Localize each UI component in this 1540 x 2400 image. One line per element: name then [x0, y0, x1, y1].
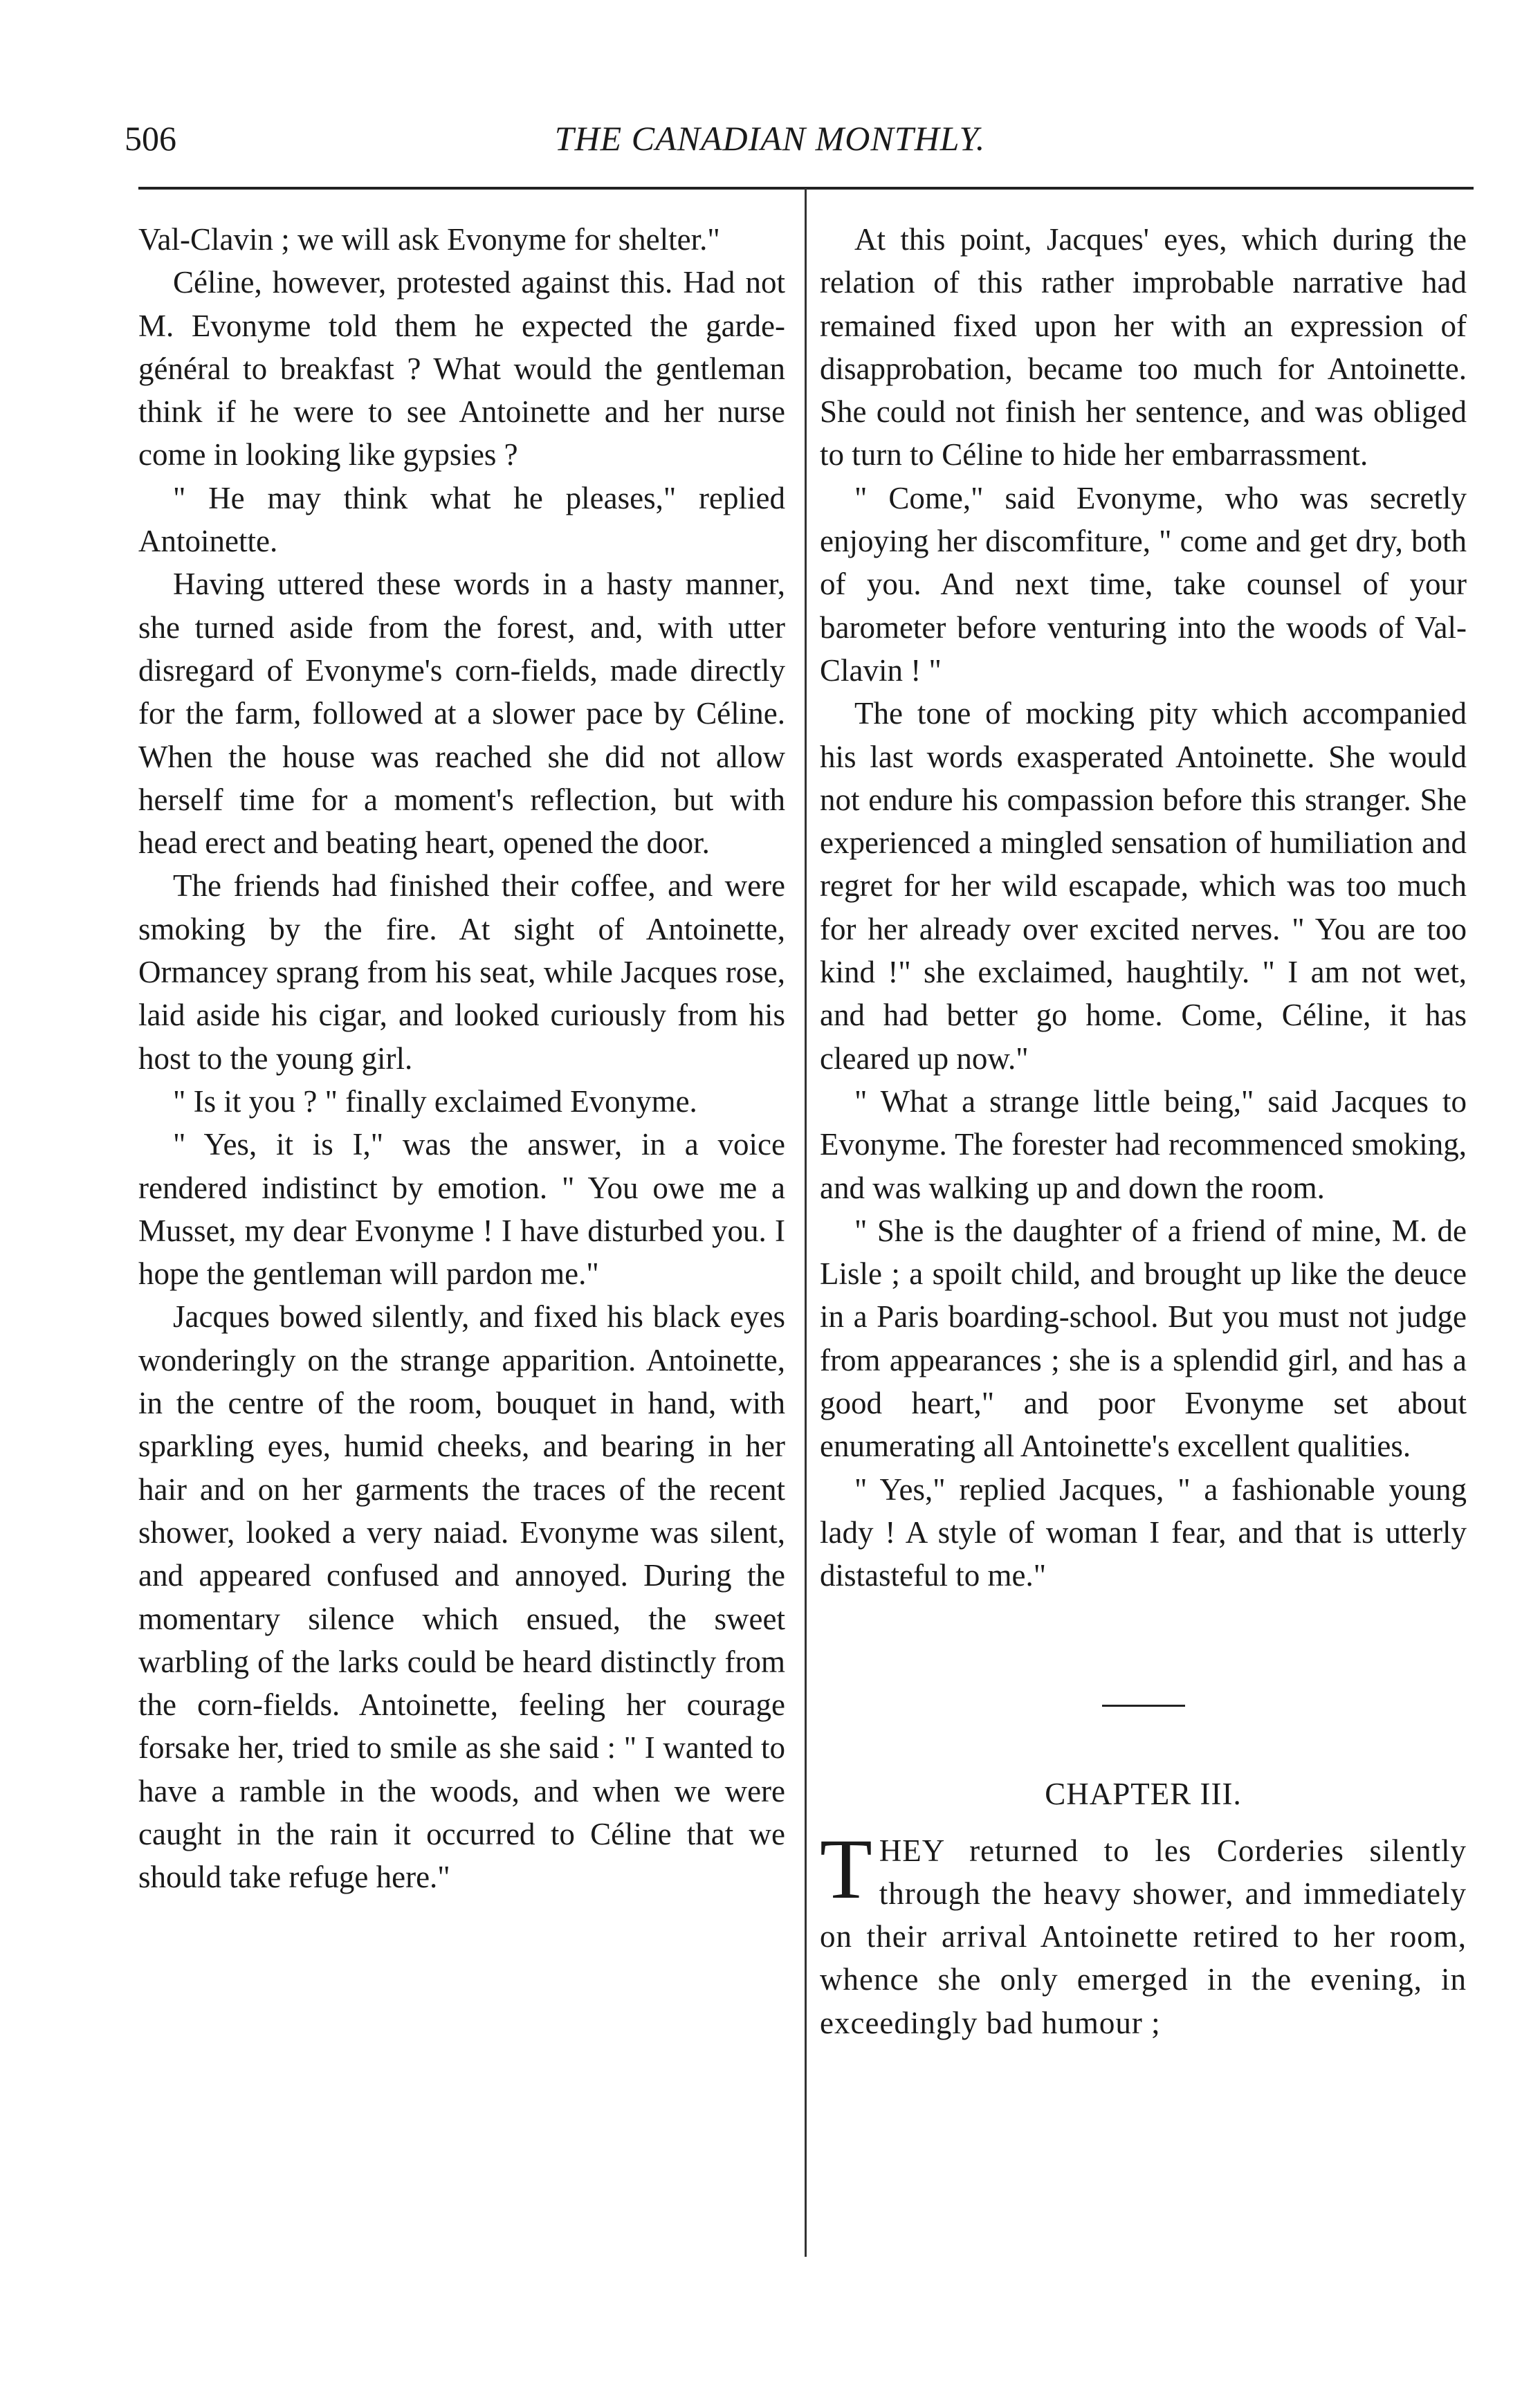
paragraph: " Come," said Evonyme, who was secretly enjoying her discomfiture, " come and get dry, both of you. And next time, take counsel of your barometer before venturing into the woods of Val-Clavin ! "	[820, 480, 1467, 688]
paragraph: " Yes, it is I," was the answer, in a voice rendered indistinct by emotion. " You owe me a Musset, my dear Evonyme ! I have disturbed you. I hope the gentleman will pardon me."	[138, 1127, 785, 1292]
paragraph: Jacques bowed silently, and fixed his black eyes wonderingly on the strange apparition. Antoinette, in the centre of the room, bouquet in hand, with sparkling eyes, humid cheeks, and bearing in her hair and on her garments the traces of the recent shower, looked a very naiad. Evonyme was silent, and appeared confused and annoyed. During the momentary silence which ensued, the sweet warbling of the larks could be heard distinctly from the corn-fields. Antoinette, feeling her courage forsake her, tried to smile as she said : " I wanted to have a ramble in the woods, and when we were caught in the rain it occurred to Céline that we should take refuge here."	[138, 1299, 785, 1895]
paragraph: " She is the daughter of a friend of mine, M. de Lisle ; a spoilt child, and brought up like the deuce in a Paris boarding-school. But you must not judge from appearances ; she is a splendid girl, and has a good heart," and poor Evonyme set about enumerating all Antoinette's excellent qualities.	[820, 1213, 1467, 1464]
paragraph: " He may think what he pleases," replied Antoinette.	[138, 480, 785, 559]
paragraph: The friends had finished their coffee, and were smoking by the fire. At sight of Antoinette, Ormancey sprang from his seat, while Jacques rose, laid aside his cigar, and looked curiously from his host to the young girl.	[138, 868, 785, 1076]
paragraph: Val-Clavin ; we will ask Evonyme for shelter."	[138, 222, 720, 257]
column-divider	[805, 188, 807, 2257]
chapter-title: CHAPTER III.	[1045, 1776, 1242, 1811]
section-divider	[1102, 1705, 1185, 1707]
paragraph: Céline, however, protested against this. Had not M. Evonyme told them he expected the garde-général to breakfast ? What would the gentleman think if he were to see Antoinette and her nurse come in looking like gypsies ?	[138, 265, 785, 473]
left-column	[138, 218, 785, 1899]
page-number: 506	[125, 119, 176, 158]
chapter-opening-paragraph	[820, 1821, 1467, 2044]
paragraph: At this point, Jacques' eyes, which during the relation of this rather improbable narrative had remained fixed upon her with an expression of disapprobation, became too much for Antoinette. She could not finish her sentence, and was obliged to turn to Céline to hide her embarrassment.	[820, 222, 1467, 473]
paragraph: Having uttered these words in a hasty manner, she turned aside from the forest, and, with utter disregard of Evonyme's corn-fields, made directly for the farm, followed at a slower pace by Céline. When the house was reached she did not allow herself time for a moment's reflection, but with head erect and beating heart, opened the door.	[138, 567, 785, 861]
paragraph: " Yes," replied Jacques, " a fashionable young lady ! A style of woman I fear, and that is utterly distasteful to me."	[820, 1472, 1467, 1593]
paragraph: " What a strange little being," said Jacques to Evonyme. The forester had recommenced smoking, and was walking up and down the room.	[820, 1083, 1467, 1205]
right-column	[820, 218, 1467, 2044]
paragraph: " Is it you ? " finally exclaimed Evonyme.	[173, 1083, 697, 1119]
chapter-opening-text: HEY returned to les Corderies silently through the heavy shower, and immediately on their arrival Antoinette retired to her room, whence she only emerged in the evening, in exceedingly bad humour ;	[820, 1833, 1467, 2040]
paragraph: The tone of mocking pity which accompanied his last words exasperated Antoinette. She would not endure his compassion before this stranger. She experienced a mingled sensation of humiliation and regret for her wild escapade, which was too much for her already over excited nerves. " You are too kind !" she exclaimed, haughtily. " I am not wet, and had better go home. Come, Céline, it has cleared up now."	[820, 696, 1467, 1076]
running-head: THE CANADIAN MONTHLY.	[554, 119, 986, 158]
drop-cap: T	[820, 1821, 872, 1916]
